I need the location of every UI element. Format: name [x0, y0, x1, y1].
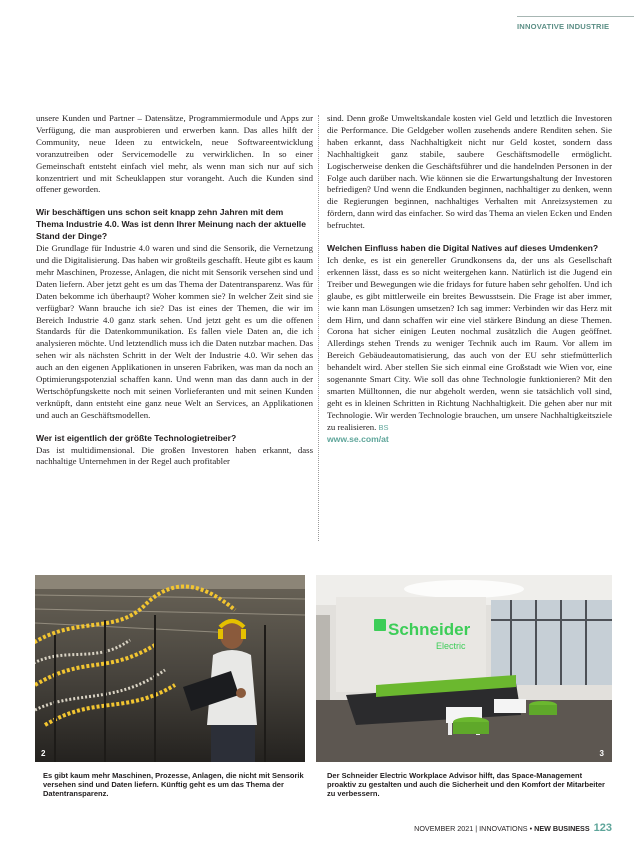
- office-illustration: [316, 575, 612, 762]
- paragraph: Das ist multidimensional. Die großen Investoren haben erkannt, dass nachhaltige Unternehmen in der Regel auch profitabler: [36, 444, 313, 467]
- photo-office-lounge: [316, 575, 612, 762]
- photo-number: 3: [599, 749, 604, 758]
- issue-date: NOVEMBER 2021: [414, 824, 474, 833]
- factory-illustration: [35, 575, 305, 762]
- article-column-right: [327, 113, 612, 445]
- footer-bullet: •: [529, 824, 533, 833]
- web-link[interactable]: www.se.com/at: [327, 433, 389, 444]
- page-number: 123: [593, 822, 612, 834]
- paragraph-text: Ich denke, es ist ein genereller Grundkonsens da, der uns als Gesellschaft erkennen lässt, dass es so nicht weitergehen kann. Natürlich ist die Jugend ein Treiber und Bewegungen wie die fridays for future haben sehr geholfen. Und ich glaube, es gibt mittlerweile ein breites Bewusstsein. Die Frage ist aber immer, wie kann man Lösungen umsetzen? Ich sag immer: Verbinden wir das Herz mit dem Hirn, und dann schaffen wir eine viel stärkere Bindung an diese Themen. Corona hat sicher einigen Leuten nochmal zusätzlich die Augen geöffnet. Allerdings stehen Trends zu weniger Technik auch im Raum. Vor allem im Bereich Gebäudeautomatisierung, das auch von der EU sehr stiefmütterlich behandelt wird. Aber stellen Sie sich einmal eine Großstadt wie Wien vor, eine sogenannte Smart City. Wie soll das ohne Technologie funktionieren? Mit den smarten Mülltonnen, die nur abgeholt werden, wenn sie tatsächlich voll sind, geht es in kleinen Schritten in Richtung Nachhaltigkeit. Die gehen aber nur mit Technologie. Wir werden Technologie brauchen, um unsere Nachhaltigkeitsziele zu realisieren.: [327, 254, 612, 432]
- paragraph: sind. Denn große Umweltskandale kosten viel Geld und letztlich die Investoren die Performance. Die Geldgeber wollen zusehends andere Renditen sehen. Sie haben erkannt, dass Nachhaltigkeit nicht nur Geld kostet, sondern dass Nachhaltigkeit ganz stabile, saubere Geschäftsmodelle ermöglicht. Logischerweise denken die Geschäftsführer und die handelnden Personen in der Folge auch darüber nach. Wie können sie die Erwartungshaltung der Investoren befriedigen? Und wenn die Endkunden beginnen, nachhaltiger zu denken, wenn die Regierungen beginnen, nachhaltiges Verhalten mit Anreizsystemen zu fördern, dann wird das einfacher. So wird das Thema an vielen Ecken und Enden befruchtet.: [327, 113, 612, 231]
- interview-question: Wer ist eigentlich der größte Technologietreiber?: [36, 432, 237, 443]
- photo-number: 2: [41, 749, 46, 758]
- brand-name: NEW BUSINESS: [534, 824, 590, 833]
- magazine-name: INNOVATIONS: [479, 824, 528, 833]
- footer-separator: |: [475, 824, 478, 833]
- photo-caption: Es gibt kaum mehr Maschinen, Prozesse, Anlagen, die nicht mit Sensorik versehen sind und Daten liefern. Künftig geht es um das Thema der Datentransparenz.: [43, 771, 304, 799]
- paragraph: [327, 255, 612, 434]
- page-footer: [414, 822, 612, 834]
- interview-question: Welchen Einfluss haben die Digital Natives auf dieses Umdenken?: [327, 243, 599, 254]
- section-tag: INNOVATIVE INDUSTRIE: [517, 16, 634, 31]
- photo-caption: Der Schneider Electric Workplace Advisor hilft, das Space-Management proaktiv zu gestalten und auch die Sicherheit und den Komfort der Mitarbeiter zu verbessern.: [327, 771, 605, 799]
- paragraph: unsere Kunden und Partner – Datensätze, Programmiermodule und Apps zur Verfügung, die man ausprobieren und erwerben kann. Das alles hilft der Community, neue Ideen zu entwickeln, neue Softwareentwicklung voranzutreiben oder Servicemodelle zu verwirklichen. In so einer Gemeinschaft entsteht einfach viel mehr, als wenn man sich nur auf sich konzentriert und mit Scheuklappen stur vorangeht. Auch die Kunden sind offener geworden.: [36, 113, 313, 195]
- article-column-left: [36, 113, 313, 468]
- svg-text:Electric: Electric: [436, 641, 466, 651]
- photo-factory-worker: [35, 575, 305, 762]
- author-initials: BS: [378, 422, 389, 432]
- column-divider: [318, 115, 319, 541]
- brand-logo-text: Schneider: [388, 620, 471, 639]
- interview-question: Wir beschäftigen uns schon seit knapp zehn Jahren mit dem Thema Industrie 4.0. Was ist denn Ihrer Meinung nach der aktuelle Stand der Dinge?: [36, 207, 306, 242]
- paragraph: Die Grundlage für Industrie 4.0 waren und sind die Sensorik, die Vernetzung und die Digitalisierung. Das haben wir großteils geschafft. Heute gibt es kaum mehr Maschinen, Prozesse, Anlagen, die nicht mit Sensorik versehen sind und Daten liefern. Aber jetzt geht es um das Thema der Datentransparenz. Was für Daten bekomme ich überhaupt? Woher kommen sie? In welcher Zeit sind sie verfügbar? Wann brauche ich sie? Das ist eines der Themen, die wir im Bereich Industrie 4.0 ganz stark sehen. Und jetzt geht es um die offenen Standards für die Datenkommunikation. Es fallen viele Daten an, die ich analysieren möchte. Und letztendlich muss ich die Daten nutzbar machen. Das sehen wir als nächsten Schritt in der Welt der Industrie 4.0. Wir sehen das auch an den eigenen Applikationen in unseren Fabriken, was man da noch an Optimierungspotenzial schaffen kann. Und wenn man das dann auch in der Wertschöpfungskette noch mit seinen Vorlieferanten und mit seinen Kunden verknüpft, dann entsteht eine ganz neue Welt an Services, an Applikationen und auch an Geschäftsmodellen.: [36, 243, 313, 420]
